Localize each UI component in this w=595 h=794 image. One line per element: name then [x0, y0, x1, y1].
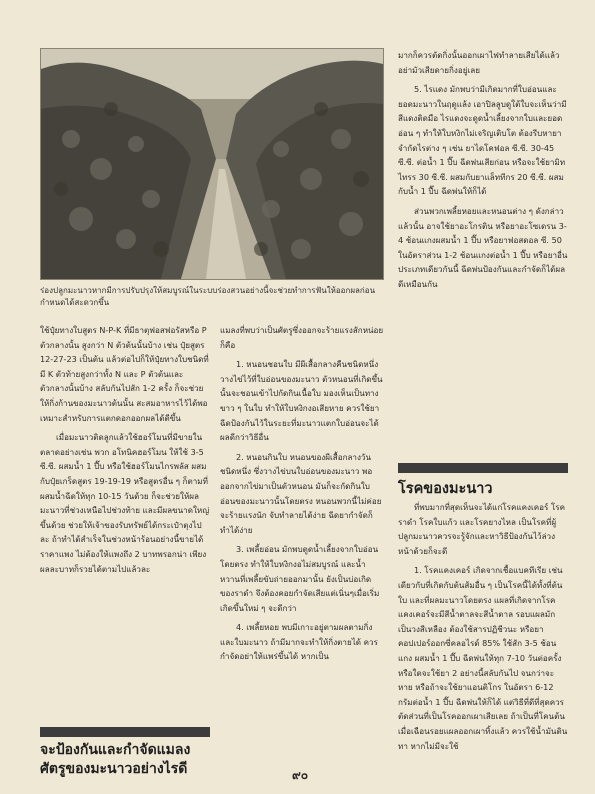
right-column-lower	[398, 500, 568, 758]
right-paragraph-2: 5. ไรแดง มักพบว่ามีเกิดมากที่ใบอ่อนและยอดมะนาวในฤดูแล้ง เอาปิลลูบดูใต้ใบจะเห็นว่ามีสีแดงติดมือ ไรแดงจะดูดน้ำเลี้ยงจากใบและยอดอ่อน ๆ ทำให้ใบหงิกไม่เจริญเติบโต ต้องรีบหายาจำกัดไรต่าง ๆ เช่น ยาไดโคฟอล ซี.ซี. 30-45 ซี.ซี. ต่อน้ำ 1 ปี๊บ ฉีดพ่นเสียก่อน หรือจะใช้ยามิทไทรร 30 ซี.ซี. ผสมกับยาแล็ททีกร 20 ซี.ซี. ผสมกับน้ำ 1 ปี๊บ ฉีดพ่นให้ก็ได้	[398, 84, 567, 197]
right-paragraph-3: ส่วนพวกเพลี้ยหอยและหนอนต่าง ๆ ดังกล่าวแล้วนั้น อาจใช้ยาอะโกรติน หรือยาอะโซเดรน 3-4 ช้อนแกงผสมน้ำ 1 ปี๊บ หรือยาฟอสดอล ซี. 50 ในอัตราส่วน 1-2 ช้อนแกงต่อน้ำ 1 ปี๊บ หรือยาอื่นประเภทเดียวกันนี้ ฉีดพ่นป้องกันและกำจัดก็ได้ผลดีเหมือนกัน	[398, 205, 568, 289]
middle-column	[220, 323, 385, 669]
heading-bar	[40, 727, 210, 737]
mid-paragraph-3: 2. หนอนกินใบ หนอนของผีเสื้อกลางวันชนิดหนึ่ง ซึ่งวางไข่บนใบอ่อนของมะนาว พอออกจากไข่มาเป็นตัวหนอน มันก็จะกัดกินใบอ่อนของมะนาวนั้นโดยตรง หนอนพวกนี้ไม่ค่อยจะร้ายแรงนัก จับทำลายได้ง่าย ฉีดยากำจัดก็ทำได้ง่าย	[220, 451, 382, 535]
photo-caption: ร่องปลูกมะนาวหากมีการปรับปรุงให้สมบูรณ์ในระบบร่องสวนอย่างนี้จะช่วยทำการฟันให้ออกผลก่อนกำหนดได้สะดวกขึ้น	[40, 286, 376, 307]
right-column	[398, 48, 568, 297]
section-heading-diseases	[398, 463, 568, 500]
section-heading-pests	[40, 727, 210, 779]
left-column	[40, 323, 210, 581]
left-paragraph-2: เมื่อมะนาวติดลูกแล้วใช้ฮอร์โมนที่มีขายในตลาดอย่างเช่น พวก อโทนิคฮอร์โมน ให้ใช้ 3-5 ซี.ซี. ผสมน้ำ 1 ปี๊บ หรือใช้ฮอร์โมนไกรพลัส ผสมกับปุ๋ยเกร็ดสูตร 19-19-19 หรือสูตรอื่น ๆ ก็ตามที่ผสมน้ำฉีดให้ทุก 10-15 วันด้วย ก็จะช่วยให้ผลมะนาวที่ช่วงเหนือไปช่วงท้าย และมีผลขนาดใหญ่ขึ้นด้วย ช่วยให้เจ้าของรับทรัพย์ได้กระเป๋าตุงไปละ ถ้าทำได้สำเร็จในช่วงหน้าร้อนอย่างนี้ขายได้ราคาแพง ไม่ต้องให้แพงถึง 2 บาทพรอกน่า เพียงผลละบาทก็รวยได้ตามไปแล้วละ	[40, 432, 210, 574]
garden-photo	[40, 48, 384, 280]
left-paragraph-1: ใช้ปุ๋ยทางใบสูตร N-P-K ที่มีธาตุฟอสฟอรัสหรือ P ตัวกลางนั้น สูงกว่า N ตัวต้นนั้นบ้าง เช่น ปุ๋ยสูตร 12-27-23 เป็นต้น แล้วต่อไปก็ให้ปุ๋ยทางใบชนิดที่มี K ตัวท้ายสูงกว่าทั้ง N และ P ตัวต้นและตัวกลางนั้นบ้าง สลับกันไปสัก 1-2 ครั้ง ก็จะช่วยให้กิ่งก้านของมะนาวต้นนั้น สะสมอาหารไว้ได้พอเหมาะสำหรับการแตกดอกออกผลได้ดีขึ้น	[40, 325, 209, 423]
right-paragraph-1: มากก็ควรตัดกิ่งนั้นออกเผาไฟทำลายเสียได้แล้ว อย่ามัวเสียดายกิ่งอยู่เลย	[398, 50, 560, 75]
mid-paragraph-4: 3. เพลี้ยอ่อน มักพบดูดน้ำเลี้ยงจากใบอ่อนโดยตรง ทำให้ใบหงิกงอไม่สมบูรณ์ และน้ำหวานที่เพลี้ยขับถ่ายออกมานั้น ยังเป็นบ่อเกิดของราดำ จึงต้องคอยกำจัดเสียแต่เนิ่นๆเมื่อเริ่มเกิดขึ้นใหม่ ๆ จะดีกว่า	[220, 544, 380, 613]
heading-bar	[398, 463, 568, 473]
mid-paragraph-5: 4. เพลี้ยหอย พบมีเกาะอยู่ตามผลตามกิ่งและใบมะนาว ถ้ามีมากจะทำให้กิ่งตายได้ ควรกำจัดอย่าให้แพร่ขึ้นได้ หากเป็น	[220, 622, 378, 662]
mid-paragraph-2: 1. หนอนชอนใบ มีผีเสื้อกลางคืนชนิดหนึ่ง วางไข่ไว้ที่ใบอ่อนของมะนาว ตัวหนอนที่เกิดขึ้นนั้นจะชอนเข้าไปกัดกินเนื้อใบ มองเห็นเป็นทางขาว ๆ ในใบ ทำให้ใบหงิกงอเสียหาย ควรใช้ยาฉีดป้องกันไว้ในระยะที่มะนาวแตกใบอ่อนจะได้ผลดีกว่าวิธีอื่น	[220, 359, 383, 443]
right-lower-paragraph-2: 1. โรคแคงเคอร์ เกิดจากเชื้อแบคทีเรีย เช่นเดียวกับที่เกิดกับต้นส้มอื่น ๆ เป็นโรคนี้ได้ทั้งที่ต้น ใบ และที่ผลมะนาวโดยตรง แผลที่เกิดจากโรคแคงเคอร์จะมีสีน้ำตาลจะสีน้ำตาล รอบแผลมักเป็นวงสีเหลือง ต้องใช้สารปฏิชีวนะ หรือยาคอปเปอร์ออกซี่คลอไรด์ 85% ใช้สัก 3-5 ช้อนแกง ผสมน้ำ 1 ปี๊บ ฉีดพ่นให้ทุก 7-10 วันต่อครั้ง หรือใดจะใช้ยา 2 อย่างนี้สลับกันไป จนกว่าจะหาย หรือถ้าจะใช้ยาแอนติโกร ในอัตรา 6-12 กรัมต่อน้ำ 1 ปี๊บ ฉีดพ่นให้ก็ได้ แต่วิธีที่ดีที่สุดควรตัดส่วนที่เป็นโรคออกเผาเสียเลย ถ้าเป็นที่โคนต้นเมื่อเฉือนรอยแผลออกเผาทิ้งแล้ว ควรใช้น้ำมันดินทา หากไม่มีจะใช้	[398, 565, 568, 751]
section-heading-diseases-text: โรคของมะนาว	[398, 481, 493, 497]
right-lower-paragraph-1: ที่พบมากที่สุดเห็นจะได้แก่โรคแคงเคอร์ โรคราดำ โรคใบแก้ว และโรคยางไหล เป็นโรคที่ผู้ปลูกมะนาวควรจะรู้จักและหาวิธีป้องกันไว้ล่วงหน้าด้วยก็จะดี	[398, 502, 566, 556]
mid-paragraph-1: แมลงที่พบว่าเป็นศัตรูซึ่งออกจะร้ายแรงสักหน่อยก็คือ	[220, 325, 384, 350]
page-number: ๙๐	[291, 768, 309, 782]
section-heading-pests-text: จะป้องกันและกำจัดแมลงศัตรูของมะนาวอย่างไรดี	[40, 742, 191, 777]
garden-photo-image	[41, 49, 383, 279]
